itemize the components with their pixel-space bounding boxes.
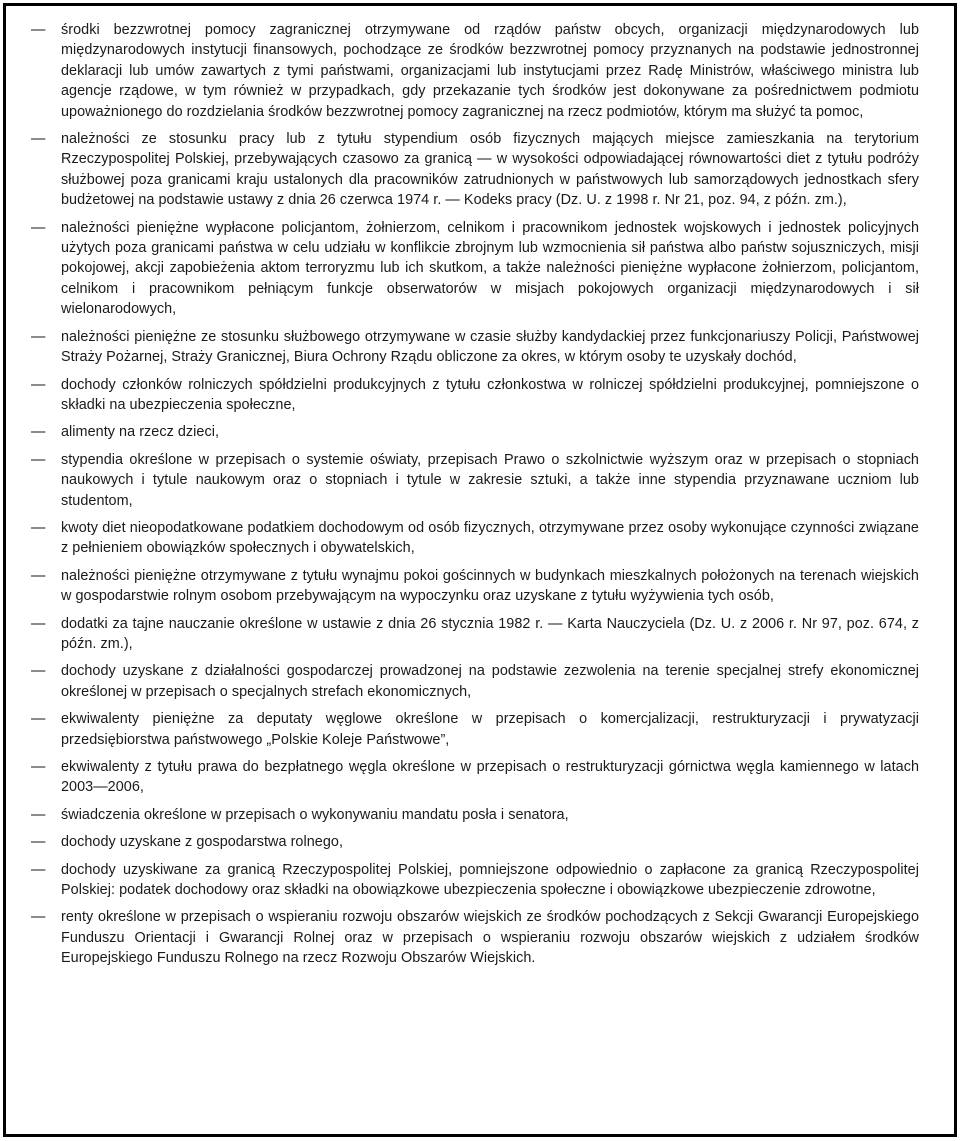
list-item-text: należności pieniężne otrzymywane z tytułu wynajmu pokoi gościnnych w budynkach mieszkalnych położonych na terenach wiejskich w gospodarstwie rolnym osobom przebywającym na wypoczynku oraz uzyskane z tytułu wyżywienia tych osób, bbox=[61, 567, 919, 605]
list-item-text: dochody członków rolniczych spółdzielni produkcyjnych z tytułu członkostwa w rolniczej spółdzielni produkcyjnej, pomniejszone o składki na ubezpieczenia społeczne, bbox=[61, 376, 919, 413]
list-item bbox=[31, 450, 919, 511]
list-item bbox=[31, 422, 919, 442]
list-item bbox=[31, 832, 919, 852]
list-dash: — bbox=[31, 861, 46, 878]
list-dash: — bbox=[31, 806, 46, 823]
list-item bbox=[31, 661, 919, 702]
list-item-text: należności pieniężne ze stosunku służbowego otrzymywane w czasie służby kandydackiej przez funkcjonariuszy Policji, Państwowej Straży Pożarnej, Straży Granicznej, Biura Ochrony Rządu obliczone za okres, w którym osoby te uzyskały dochód, bbox=[61, 328, 919, 366]
list-item bbox=[31, 129, 919, 211]
list-item-text: dochody uzyskiwane za granicą Rzeczypospolitej Polskiej, pomniejszone odpowiednio o zapłacone za granicą Rzeczypospolitej Polskiej: podatek dochodowy oraz składki na obowiązkowe ubezpieczenia społeczne i obowiązkowe ubezpieczenie zdrowotne, bbox=[61, 861, 919, 899]
list-item-text: dodatki za tajne nauczanie określone w ustawie z dnia 26 stycznia 1982 r. — Karta Nauczyciela (Dz. U. z 2006 r. Nr 97, poz. 674, z późn. zm.), bbox=[61, 615, 919, 652]
list-dash: — bbox=[31, 663, 46, 680]
list-dash: — bbox=[31, 567, 46, 584]
list-item bbox=[31, 805, 919, 825]
list-item bbox=[31, 566, 919, 607]
list-item-text: dochody uzyskane z gospodarstwa rolnego, bbox=[61, 834, 343, 851]
list-item bbox=[31, 614, 919, 655]
list-dash: — bbox=[31, 834, 46, 851]
list-dash: — bbox=[31, 615, 46, 632]
list-item-text: należności ze stosunku pracy lub z tytułu stypendium osób fizycznych mających miejsce zamieszkania na terytorium Rzeczypospolitej Polskiej, przebywających czasowo za granicą — w wysokości odpowiadającej równowartości diet z tytułu podróży służbowej poza granicami kraju ustalonych dla pracowników zatrudnionych w państwowych lub samorządowych jednostkach sfery budżetowej na podstawie ustawy z dnia 26 czerwca 1974 r. — Kodeks pracy (Dz. U. z 1998 r. Nr 21, poz. 94, z późn. zm.), bbox=[61, 131, 919, 209]
list-dash: — bbox=[31, 451, 46, 468]
list-item-text: należności pieniężne wypłacone policjantom, żołnierzom, celnikom i pracownikom jednostek wojskowych i jednostek policyjnych użytych poza granicami państwa w celu udziału w konflikcie zbrojnym lub wzmocnienia sił państwa albo państw sojuszniczych, misji pokojowej, akcji zapobieżenia aktom terroryzmu lub ich skutkom, a także należności pieniężne wypłacone żołnierzom, policjantom, celnikom i pracownikom pełniącym funkcje obserwatorów w misjach pokojowych organizacji międzynarodowych i sił wielonarodowych, bbox=[61, 219, 919, 318]
list-dash: — bbox=[31, 519, 46, 536]
list-item-text: świadczenia określone w przepisach o wykonywaniu mandatu posła i senatora, bbox=[61, 806, 569, 823]
list-dash: — bbox=[31, 376, 46, 393]
list-item-text: kwoty diet nieopodatkowane podatkiem dochodowym od osób fizycznych, otrzymywane przez osoby wykonujące czynności związane z pełnieniem obowiązków społecznych i obywatelskich, bbox=[61, 519, 919, 557]
list-item-text: renty określone w przepisach o wspieraniu rozwoju obszarów wiejskich ze środków pochodzących z Sekcji Gwarancji Europejskiego Funduszu Orientacji i Gwarancji Rolnej oraz w przepisach o wspieraniu rozwoju obszarów wiejskich z udziałem środków Europejskiego Funduszu Rolnego na rzecz Rozwoju Obszarów Wiejskich. bbox=[61, 909, 919, 967]
list-dash: — bbox=[31, 131, 46, 148]
list-item bbox=[31, 907, 919, 968]
list-item bbox=[31, 20, 919, 122]
list-item bbox=[31, 218, 919, 320]
list-item bbox=[31, 757, 919, 798]
income-list bbox=[31, 20, 919, 976]
list-item-text: alimenty na rzecz dzieci, bbox=[61, 424, 220, 441]
list-dash: — bbox=[31, 328, 46, 345]
list-dash: — bbox=[31, 22, 46, 38]
list-item bbox=[31, 518, 919, 559]
list-item-text: stypendia określone w przepisach o systemie oświaty, przepisach Prawo o szkolnictwie wyższym oraz w przepisach o stopniach naukowych i tytule naukowym oraz o stopniach i tytule w zakresie sztuki, a także inne stypendia przyznawane uczniom lub studentom, bbox=[61, 451, 919, 509]
list-dash: — bbox=[31, 909, 46, 926]
list-item-text: środki bezzwrotnej pomocy zagranicznej otrzymywane od rządów państw obcych, organizacji międzynarodowych lub międzynarodowych instytucji finansowych, pochodzące ze środków bezzwrotnej pomocy przyznanych na podstawie jednostronnej deklaracji lub umów zawartych z tymi państwami, organizacjami lub instytucjami przez Radę Ministrów, właściwego ministra lub agencje rządowe, w tym również w przypadkach, gdy przekazanie tych środków jest dokonywane za pośrednictwem podmiotu upoważnionego do rozdzielania środków bezzwrotnej pomocy zagranicznej na rzecz podmiotów, którym ma służyć ta pomoc, bbox=[61, 22, 919, 120]
list-item bbox=[31, 860, 919, 901]
list-item bbox=[31, 709, 919, 750]
list-dash: — bbox=[31, 711, 46, 728]
list-item-text: dochody uzyskane z działalności gospodarczej prowadzonej na podstawie zezwolenia na terenie specjalnej strefy ekonomicznej określonej w przepisach o specjalnych strefach ekonomicznych, bbox=[61, 663, 919, 700]
page-frame bbox=[3, 3, 957, 1137]
list-dash: — bbox=[31, 424, 46, 441]
list-item-text: ekwiwalenty pieniężne za deputaty węglowe określone w przepisach o komercjalizacji, restrukturyzacji i prywatyzacji przedsiębiorstwa państwowego „Polskie Koleje Państwowe”, bbox=[61, 711, 919, 748]
list-dash: — bbox=[31, 759, 46, 775]
list-item bbox=[31, 327, 919, 368]
list-dash: — bbox=[31, 219, 46, 236]
list-item bbox=[31, 375, 919, 416]
list-item-text: ekwiwalenty z tytułu prawa do bezpłatnego węgla określone w przepisach o restrukturyzacji górnictwa węgla kamiennego w latach 2003—2006, bbox=[61, 759, 919, 796]
